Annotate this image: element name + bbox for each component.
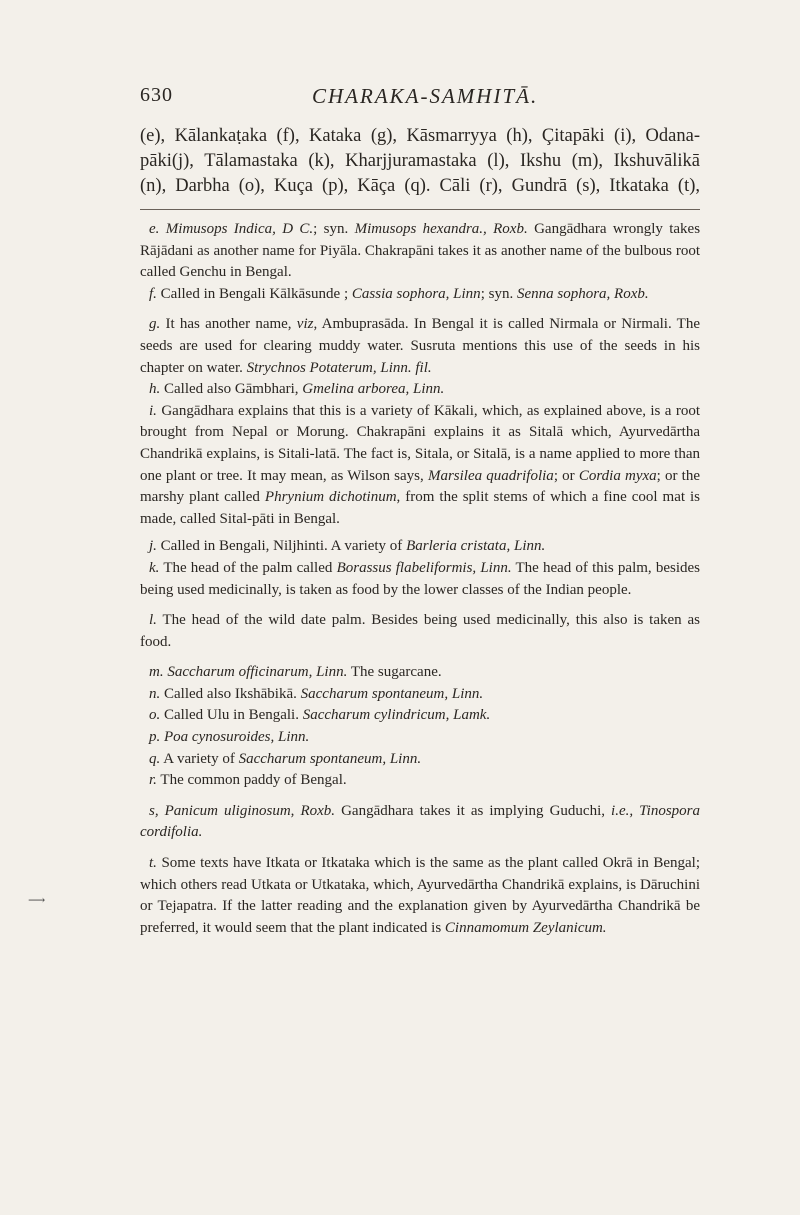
footnote-text: Gangādhara explains that this is a variety of Kākali, which, as explained above, is a root brought from Nepal or Morung. Chakrapāni explains it as Sitalā which, Ayurvedārtha Chandrikā explains, is Sitali-latā. The fact is, Sitala, or Sitalā, is a name applied to more than one plant or tree. It may mean, as Wilson says, (140, 402, 701, 484)
footnote-label: t. (149, 855, 157, 872)
footnote-f (140, 284, 700, 306)
footnote-divider (140, 209, 700, 210)
footnote-j (140, 536, 700, 558)
footnote-text: Called also Gāmbhari, (164, 381, 299, 398)
latin-name: Marsilea quadrifolia (427, 467, 554, 484)
footnote-text: Called also Ikshābikā. (164, 685, 297, 702)
footnote-p (140, 727, 700, 749)
latin-name: Strychnos Potaterum, Linn. fil. (246, 359, 432, 376)
footnote-h (140, 379, 700, 401)
footnote-n (140, 684, 700, 706)
footnote-text: ; syn. (313, 221, 349, 237)
footnote-text: , Ambuprasāda. In Bengal it is called Nirmala or Nirmali. The seeds are used for clearing muddy water. Susruta mentions this use of the seeds in his chapter on water. (140, 316, 700, 376)
latin-name: Cinnamomum Zeylanicum. (444, 919, 607, 936)
footnote-label: e. (149, 221, 160, 237)
footnote-text: Some texts have Itkata or Itkataka which is the same as the plant called Okrā in Bengal; which others read Utkata or Utkataka, which, Ayurvedārtha Chandrikā explains, is Dāruchini or Tejapatra. If the latter reading and the explanation given by Ayurvedārtha Chandrikā be preferred, it would seem that the plant indicated is (140, 855, 701, 936)
page-number: 630 (140, 84, 173, 106)
latin-name: Phrynium dichotinum (264, 489, 397, 506)
latin-name: Mimusops Indica, D C. (165, 221, 314, 237)
footnote-label: j. (149, 538, 157, 555)
footnote-text: Called Ulu in Bengali. (164, 707, 299, 724)
latin-name: Senna sophora, Roxb. (516, 285, 649, 302)
latin-abbrev: viz (296, 316, 314, 333)
footnote-label: o. (149, 707, 161, 724)
latin-name: Saccharum spontaneum, Linn. (300, 685, 484, 702)
footnote-text: The head of the wild date palm. Besides being used medicinally, this also is taken as food. (140, 612, 700, 650)
footnote-m (140, 662, 700, 684)
footnote-label: p. (149, 729, 161, 746)
footnote-text: A variety of (163, 750, 235, 767)
footnote-k (140, 558, 700, 601)
footnote-text: The head of this palm, besides being used medicinally, is taken as food by the lower classes of the Indian people. (140, 559, 700, 598)
footnote-e (140, 219, 700, 284)
footnote-text: The sugarcane. (350, 664, 442, 681)
latin-name: Panicum uliginosum, Roxb. (164, 802, 336, 819)
latin-name: Poa cynosuroides, Linn. (164, 729, 310, 746)
footnote-label: r. (149, 772, 157, 789)
latin-name: Barleria cristata, Linn. (406, 538, 546, 555)
footnote-label: f. (149, 285, 157, 302)
footnote-i (140, 401, 700, 531)
latin-name: Cordia myxa (578, 467, 657, 484)
latin-name: Borassus flabeliformis, Linn. (336, 559, 512, 576)
latin-name: Mimusops hexandra., Roxb. (354, 221, 528, 237)
running-title: CHARAKA-SAMHITĀ. (312, 84, 539, 108)
footnote-text: Gangādhara wrongly takes Rājādani as another name for Piyāla. Chakrapāni takes it as another name of the bulbous root called Genchu in Bengal. (140, 221, 701, 281)
page-header (140, 84, 700, 114)
margin-arrow-icon: ⟶ (28, 893, 46, 907)
verse-line: pāki(j), Tālamastaka (k), Kharjjuramastaka (l), Ikshu (m), Ikshuvālikā (140, 151, 700, 171)
footnote-o (140, 705, 700, 727)
footnote-text: Called in Bengali Kālkāsunde ; (160, 285, 349, 302)
latin-name: Cassia sophora, Linn (351, 285, 481, 302)
verse-line: (n), Darbha (o), Kuça (p), Kāça (q). Cāli (r), Gundrā (s), Itkataka (t), (140, 176, 700, 196)
footnote-text: The common paddy of Bengal. (160, 772, 347, 789)
footnote-label: m. (149, 664, 164, 681)
verse-text (140, 124, 700, 199)
footnote-text: Called in Bengali, Niljhinti. A variety of (160, 538, 403, 555)
footnote-label: l. (149, 612, 157, 629)
verse-line: (e), Kālankaṭaka (f), Kataka (g), Kāsmarryya (h), Çitapāki (i), Odana- (140, 126, 700, 146)
footnote-l (140, 610, 700, 653)
footnote-text: The head of the palm called (163, 559, 333, 576)
footnote-text: It has another name, (165, 316, 292, 333)
footnote-label: h. (149, 381, 161, 398)
footnote-g (140, 314, 700, 379)
footnote-label: k. (149, 559, 160, 576)
footnote-label: i. (149, 402, 157, 419)
footnote-label: q. (149, 750, 161, 767)
footnote-r (140, 770, 700, 792)
footnote-t (140, 853, 700, 939)
footnote-text: , from the split stems of which a fine cool mat is made, called Sital-pāti in Bengal. (140, 489, 701, 527)
footnote-q (140, 749, 700, 771)
footnote-text: ; or (553, 467, 575, 484)
footnote-label: g. (149, 316, 161, 333)
latin-name: Gmelina arborea, Linn. (302, 381, 445, 398)
footnote-text: ; or the marshy plant called (140, 467, 701, 506)
footnote-s (140, 801, 700, 844)
latin-name: Saccharum officinarum, Linn. (167, 664, 348, 681)
footnote-label: s, (149, 802, 159, 819)
footnote-label: n. (149, 685, 161, 702)
latin-name: Saccharum cylindricum, Lamk. (302, 707, 491, 724)
footnote-text: Gangādhara takes it as implying Guduchi, (341, 802, 605, 819)
footnotes (140, 219, 700, 939)
latin-name: Saccharum spontaneum, Linn. (238, 750, 422, 767)
latin-name: i.e., Tinospora cordifolia. (140, 802, 701, 841)
footnote-text: ; syn. (480, 285, 514, 302)
